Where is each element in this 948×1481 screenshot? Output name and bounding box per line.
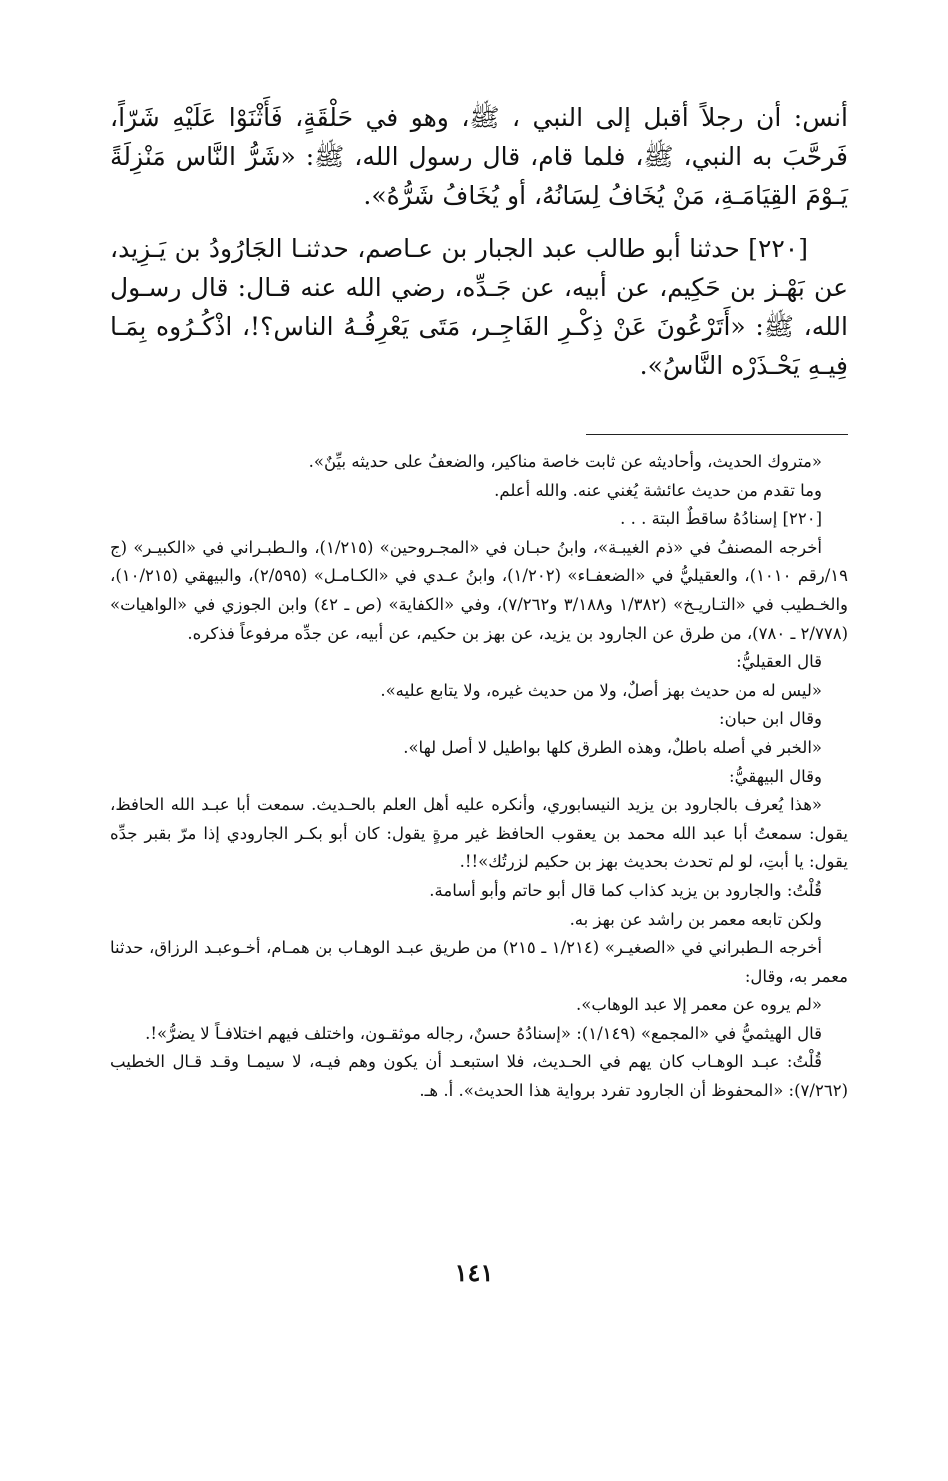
footnote-line: وما تقدم من حديث عائشة يُغني عنه. والله أعلم.: [494, 480, 822, 500]
main-text: [110, 98, 848, 399]
footnote-line: قُلْتُ: عبـد الوهـاب كان يهم في الحـديث، فلا استبعـد أن يكون وهم فيـه، لا سيمـا وقـد قـال الخطيب (٧/٢٦٢): «المحفوظ أن الجارود تفرد برواية هذا الحديث». أ. هـ.: [110, 1052, 848, 1101]
footnote-line: «الخبر في أصله باطلٌ، وهذه الطرق كلها بواطيل لا أصل لها».: [403, 737, 822, 757]
footnote-line: «هذا يُعرف بالجارود بن يزيد النيسابوري، وأنكره عليه أهل العلم بالحـديث. سمعت أبا عبـد الله الحافظ، يقول: سمعتُ أبا عبد الله محمد بن يعقوب الحافظ غير مرةٍ يقول: كان أبو بكـر الجارودي إذا مرّ بقبر جدِّه يقول: يا أبتِ، لو لم تحدث بحديث بهز بن حكيم لزرتُك»!!.: [110, 795, 848, 872]
footnote-line: وقال البيهقيُّ:: [729, 766, 822, 786]
main-paragraph-2: [٢٢٠] حدثنا أبو طالب عبد الجبار بن عـاصم، حدثنـا الجَارُودُ بن يَـزِيد، عن بَهْـز بن حَكِيم، عن أبيه، عن جَـدِّه، رضي الله عنه قـال: قال رسـول الله، ﷺ: «أَتَرْعُونَ عَنْ ذِكْـرِ الفَاجِـر، مَتَى يَعْرِفُـهُ الناس؟!، اذْكُـرُوه بِمَـا فِيـهِ يَحْـذَرْه النَّاسُ».: [110, 234, 848, 380]
footnote-line: قال العقيليُّ:: [736, 652, 822, 672]
footnote-line: ولكن تابعه معمر بن راشد عن بهز به.: [569, 909, 822, 929]
footnotes: [110, 448, 848, 1106]
footnote-line: أخرجه المصنفُ في «ذم الغيبـة»، وابنُ حبـان في «المجـروحين» (١/٢١٥)، والـطبـراني في «الكبيـر» (ج ١٩/رقم ١٠١٠)، والعقيليُّ في «الضعفـاء» (١/٢٠٢)، وابنُ عـدي في «الكـامـل» (٢/٥٩٥)، والبيهقي (١٠/٢١٥)، والخـطيب في «التـاريـخ» (١/٣٨٢ و٣/١٨٨ و٧/٢٦٢)، وفي «الكفاية» (ص ـ ٤٢) وابن الجوزي في «الواهيات» (٢/٧٧٨ ـ ٧٨٠)، من طرق عن الجارود بن يزيد، عن بهز بن حكيم، عن أبيه، عن جدِّه مرفوعاً فذكره.: [110, 537, 849, 643]
footnote-line: قال الهيثميُّ في «المجمع» (١/١٤٩): «إسنادُهُ حسنٌ، رجاله موثقـون، واختلف فيهم اختلافـاً لا يضرُّ»!.: [145, 1023, 822, 1043]
footnote-line: أخرجه الـطبراني في «الصغيـر» (١/٢١٤ ـ ٢١٥) من طريق عبـد الوهـاب بن همـام، أخـوعبـد الرزاق، حدثنا معمر به، وقال:: [110, 938, 848, 986]
page-number: ١٤١: [454, 1258, 494, 1287]
footnote-line: قُلْتُ: والجارود بن يزيد كذاب كما قال أبو حاتم وأبو أسامة.: [429, 880, 822, 900]
footnote-line: [٢٢٠] إسنادُهُ ساقطٌ البتة . . .: [620, 509, 822, 529]
footnote-line: «لم يروه عن معمر إلا عبد الوهاب».: [576, 995, 822, 1015]
footnote-line: «ليس له من حديث بهز أصلٌ، ولا من حديث غيره، ولا يتابع عليه».: [380, 680, 822, 700]
footnote-divider: [586, 434, 848, 435]
footnote-line: وقال ابن حبان:: [719, 709, 822, 729]
footnote-line: «متروك الحديث، وأحاديثه عن ثابت خاصة مناكير، والضعفُ على حديثه بيِّنٌ».: [308, 452, 822, 471]
main-paragraph-1: أنس: أن رجلاً أقبل إلى النبي ، ﷺ، وهو في حَلْقَةٍ، فَأَثْنَوْا عَلَيْهِ شَرّاً، فَرحَّبَ به النبي، ﷺ، فلما قام، قال رسول الله، ﷺ: «شَرُّ النَّاس مَنْزِلَةً يَـوْمَ القِيَامَـةِ، مَنْ يُخَافُ لِسَانُهُ، أو يُخَافُ شَرُّهُ».: [110, 103, 848, 210]
